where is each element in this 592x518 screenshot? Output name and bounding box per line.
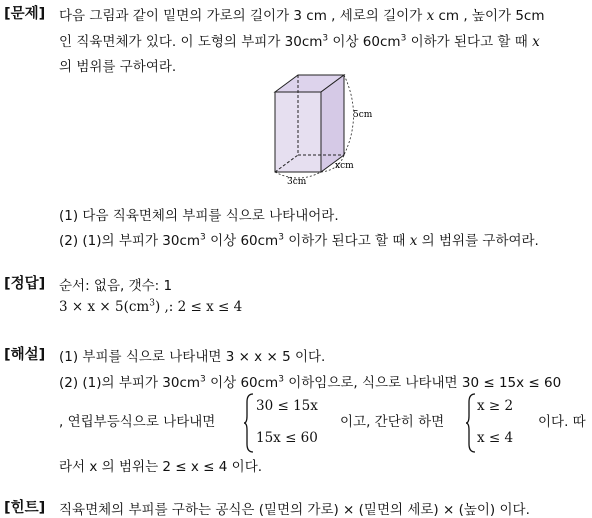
problem-sub-2: (2) (1)의 부피가 $30cm^3$ 이상 $60cm^3$ 이하가 된다고 할 때 x 의 범위를 구하여라. [59,232,539,249]
cuboid-figure [265,70,375,188]
hint-line-1: 직육면체의 부피를 구하는 공식은 (밑면의 가로) × (밑면의 세로) × (높이) 이다. [59,502,530,518]
problem-line-3: 의 범위를 구하여라. [59,59,177,75]
explanation-line-4: 라서 x 의 범위는 2 ≤ x ≤ 4 이다. [59,459,263,475]
height-label: 5cm [353,110,373,120]
problem-tag: [문제] [4,6,46,22]
hint-tag: [힌트] [4,500,46,516]
problem-line-2: 인 직육면체가 있다. 이 도형의 부피가 $30cm^3$ 이상 $60cm^3$ 이하가 된다고 할 때 x [59,33,540,50]
system-1-bottom: 15x ≤ 60 [256,430,318,446]
answer-line-2: $3 \times x \times 5(cm^3)$ ,: 2 ≤ x ≤ 4 [59,298,243,315]
system-2-top: x ≥ 2 [477,398,514,414]
explanation-tag: [해설] [4,347,46,363]
depth-label: xcm [335,161,354,171]
system-1-top: 30 ≤ 15x [256,398,318,414]
explanation-line-1: (1) 부피를 식으로 나타내면 3 × x × 5 이다. [59,349,326,365]
system-brace-2 [465,392,477,454]
answer-line-1: 순서: 없음, 갯수: 1 [59,278,173,294]
explanation-line-3c: 이다. 따 [538,414,586,430]
system-2-bottom: x ≤ 4 [477,430,514,446]
problem-sub-1: (1) 다음 직육면체의 부피를 식으로 나타내어라. [59,208,339,224]
system-brace-1 [243,392,255,454]
width-label: 3cm [287,177,307,187]
problem-line-1: 다음 그림과 같이 밑면의 가로의 길이가 3 cm , 세로의 길이가 x cm , 높이가 5cm [59,8,545,24]
explanation-line-3b: 이고, 간단히 하면 [340,414,445,430]
cuboid-side-face [321,75,344,172]
answer-tag: [정답] [4,276,46,292]
explanation-line-2: (2) (1)의 부피가 $30cm^3$ 이상 $60cm^3$ 이하임으로, 식으로 나타내면 30 ≤ 15x ≤ 60 [59,374,562,391]
explanation-line-3a: , 연립부등식으로 나타내면 [59,414,216,430]
